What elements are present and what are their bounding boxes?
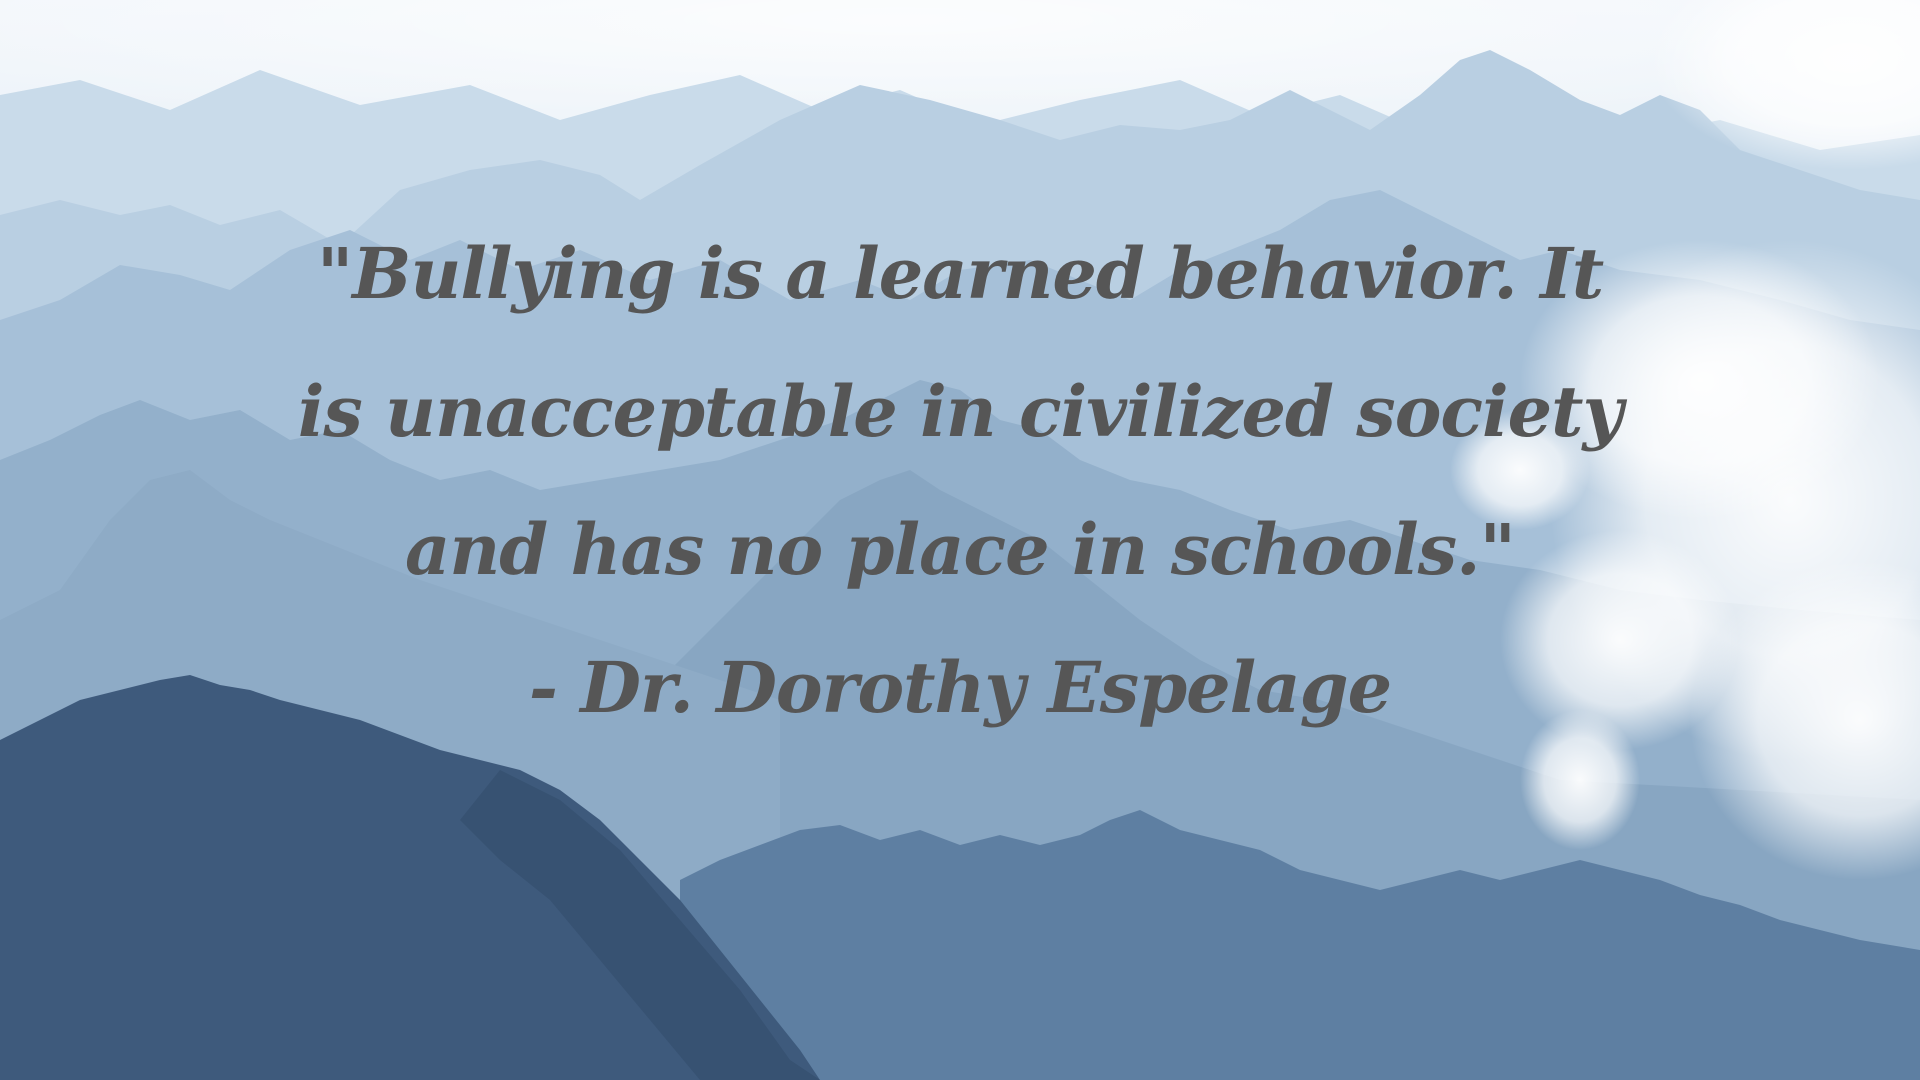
quote-line: is unacceptable in civilized society — [297, 370, 1623, 453]
quote — [0, 205, 1920, 757]
quote-attribution: - Dr. Dorothy Espelage — [528, 646, 1392, 729]
quote-line: and has no place in schools." — [405, 508, 1515, 591]
quote-line: "Bullying is a learned behavior. It — [316, 232, 1604, 315]
